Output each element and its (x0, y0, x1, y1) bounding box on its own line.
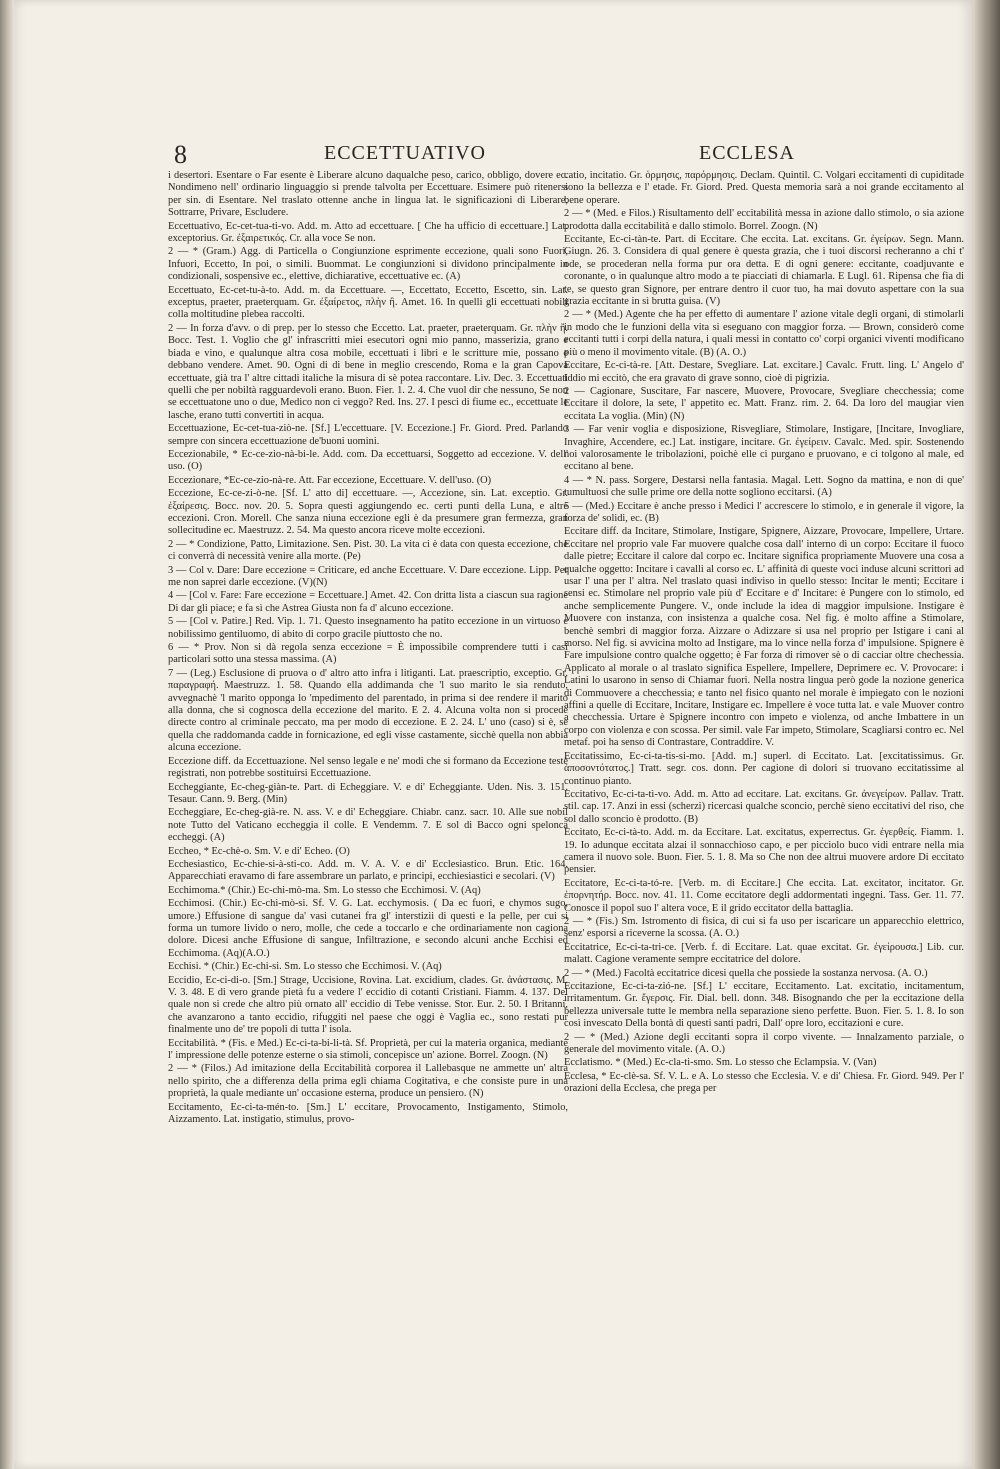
page-number: 8 (174, 140, 187, 169)
dictionary-entry: 5 — (Med.) Eccitare è anche presso i Medici l' accrescere lo stimolo, e in generale il vigore, la forza de' solidi, ec. (B) (564, 500, 964, 524)
dictionary-entry: 2 — * (Med.) Facoltà eccitatrice dicesi quella che possiede la sostanza nervosa. (A. O.) (564, 967, 928, 979)
dictionary-entry: 4 — * N. pass. Sorgere, Destarsi nella fantasia. Magal. Lett. Sogno da mattina, e non di que' tumultuosi che sulle prime ore della notte sogliono eccitarsi. (A) (564, 474, 964, 499)
running-header (174, 140, 834, 170)
dictionary-entry: Ecchimosi. (Chir.) Ec-chi-mò-si. Sf. V. G. Lat. ecchymosis. ( Da ec fuori, e chymos sugo, umore.) Effusione di sangue da' vasi cutanei fra gl' interstizii di questi e la pelle, per cui si forma un tumore livido o nero, molle, che cede a toccarlo e che ordinariamente non cagiona dolore. Dicesi anche Effusione di sangue, Infiltrazione, e secondo alcuni anche Ecchisi ed Ecchimoma. (Aq)(A.O.) (168, 898, 568, 959)
dictionary-entry: Eccitante, Ec-ci-tàn-te. Part. di Eccitare. Che eccita. Lat. excitans. Gr. ἐγείρων. Segn. Mann. Giugn. 26. 3. Considera di qual genere è questa grazia, che i tuoi discorsi recheranno a chi t' ode, se procederan nella forma pur ora detta. E di ogni genere: eccitante, coadjuvante e coronante, o in qualunque altro modo a te piacciati di chiamarla. E Lugl. 61. Ripensa che fia di te, se questo gran Signore, per entrare dentro il cuor tuo, ha mai dovuto aspettare con la sua grazia eccitante in sì brutta guisa. (V) (564, 234, 964, 308)
dictionary-entry: 2 — Cagionare, Suscitare, Far nascere, Muovere, Provocare, Svegliare checchessia; come Eccitare il dolore, la sete, l' appetito ec. Matt. Franz. rim. 2. 64. Da loro del maugiar vien eccitata La voglia. (Min) (N) (564, 385, 964, 422)
dictionary-entry: Ecclesa, * Ec-clè-sa. Sf. V. L. e A. Lo stesso che Ecclesia. V. e di' Chiesa. Fr. Giord. 949. Per l' orazioni della Ecclesa, che prega per (564, 1070, 964, 1095)
dictionary-entry: 6 — * Prov. Non si dà regola senza eccezione = È impossibile comprendere tutti i casi particolari sotto una stessa massima. (A) (168, 642, 568, 666)
dictionary-entry: Eccezione, Ec-ce-zi-ò-ne. [Sf. L' atto di] eccettuare. —, Accezione, sin. Lat. exceptio. Gr. ἐξαίρεσις. Bocc. nov. 20. 5. Sopra questi aggiungendo ec. certi punti della Luna, e altre eccezioni. Cron. Morell. Che sanza niuna eccezione egli è da presumere gran fermezza, gran sollecitudine ec. Maestruzz. 2. 54. Ma questo ancora riceve molte eccezioni. (168, 488, 568, 537)
scan-edge-right (974, 0, 1000, 1469)
dictionary-entry: 2 — * (Filos.) Ad imitazione della Eccitabilità corporea il Lallebasque ne ammette un' altra nello spirito, che a differenza della prima egli chiama Cogitativa, e che consiste pure in una proprietà, la quale mediante un' occasione esterna, produce un pensiero. (N) (168, 1063, 568, 1100)
dictionary-entry: Ecclatismo. * (Med.) Ec-cla-ti-smo. Sm. Lo stesso che Eclampsia. V. (Van) (564, 1057, 877, 1069)
dictionary-entry: Ecchisi. * (Chir.) Ec-chi-si. Sm. Lo stesso che Ecchimosi. V. (Aq) (168, 961, 442, 973)
dictionary-entry: Eccheo, * Ec-chè-o. Sm. V. e di' Echeo. (O) (168, 845, 350, 857)
dictionary-entry: Eccitatissimo, Ec-ci-ta-tis-si-mo. [Add. m.] superl. di Eccitato. Lat. [excitatissimus. Gr. ἀποσοντότατος.] Tratt. segr. cos. donn. Per cagione di dolori si truovano eccitatissime al continuo pianto. (564, 750, 964, 787)
dictionary-entry: 3 — Col v. Dare: Dare eccezione = Criticare, ed anche Eccettuare. V. Dare eccezione. Lipp. Per me non saprei darle eccezione. (V)(N) (168, 564, 568, 588)
dictionary-entry: 2 — * (Med.) Agente che ha per effetto di aumentare l' azione vitale degli organi, di stimolarli in modo che le funzioni della vita si eseguano con maggior forza. — Brown, considerò come eccitanti tutti i corpi della natura, i quali messi in contatto co' corpi organici viventi modificano più o meno il movimento vitale. (B) (A. O.) (564, 309, 964, 358)
dictionary-entry: Eccitare diff. da Incitare, Stimolare, Instigare, Spignere, Aizzare, Provocare, Impellere, Urtare. Eccitare nel proprio vale Far muovere qualche cosa dall' interno di un corpo: Eccitare il fuoco dalle pietre; Eccitare il calore dal corpo ec. Incitare significa propriamente Muovere una cosa a qualche oggetto: Incitare i cavalli al corso ec. L' affinità di queste voci induse alcuni scrittori ad usar l' una per l' altra. Nel traslato quasi indiviso in quello stesso: Incitar le menti; Eccitare i sensi ec. Stimolare nel proprio vale più d' Eccitare e d' Incitare: è Pungere con lo stimolo, ed anche semplicemente Pungere. V., onde include la idea di maggior impulsione. Instigare è Muovere con instanza, con insistenza a qualche cosa. Nel fig. è molto affine a Stimolare, benchè sembri di maggior forza. Aizzare o Adizzare si usa nel proprio per Istigare i cani al morso. Nel fig. si avvicina molto ad Instigare, ma lo vince nella forza d' impulsione. Spignere è Fare impulsione contro qualche oggetto; è Far forza di rimover sè o di cacciar oltre chechessia. Applicato al morale o al traslato significa Espellere, Impellere, Deprimere ec. V. Provocare: i Latini lo usarono in senso di Chiamar fuori. Nella nostra lingua però gode la nozione generica di Commuovere a checchessia; e tanto nel fisico quanto nel morale è impiegato con le nozioni affini a quelle di Eccitare, Incitare, Instigare ec. Impellere è voce tutta lat. e vale Muover contro a checchessia. Urtare è Spignere incontro con impeto e violenza, od anche Imbattere in un corpo con violenza e con scossa. Per simil. vale Far impeto, Stimolare, Scagliarsi contro ec. Nel metaf. poi ha senso di Contrastare, Contraddire. V. (564, 526, 964, 749)
dictionary-entry: Eccettuato, Ec-cet-tu-à-to. Add. m. da Eccettuare. —, Eccettato, Eccetto, Escetto, sin. Lat. exceptus, praeter, praeterquam. Gr. ἐξαίρετος, πλὴν ἢ. Amet. 16. In quelli gli eccettuati nobili colla moltitudine plebea raccolti. (168, 284, 568, 321)
dictionary-entry: Eccettuazione, Ec-cet-tua-ziò-ne. [Sf.] L'eccettuare. [V. Eccezione.] Fr. Giord. Pred. Parlando sempre con sincera eccettuazione de'buoni uomini. (168, 423, 568, 447)
dictionary-entry: Eccitazione, Ec-ci-ta-zió-ne. [Sf.] L' eccitare, Eccitamento. Lat. excitatio, incitamentum, irritamentum. Gr. ἔγερσις. Fir. Dial. bell. donn. 348. Bisognando che per la eccitazione della bellezza universale tutte le membra nella separazione sieno perfette. Buon. Fier. 5. 1. 8. Io son così invescato Della bontà di questi santi padri, Dall' opre loro, eccitazioni e cure. (564, 981, 964, 1030)
dictionary-entry: Eccheggiare, Ec-cheg-già-re. N. ass. V. e di' Echeggiare. Chiabr. canz. sacr. 10. Alle sue nobil note Tutto del Vaticano eccheggia il colle. E Vendemm. 7. E sol di Bacco ogni spelonca eccheggi. (A) (168, 807, 568, 844)
dictionary-entry: 2 — * (Med. e Filos.) Risultamento dell' eccitabilità messa in azione dallo stimolo, o sia azione prodotta dalla eccitabilità e dallo stimolo. Borrel. Zoogn. (N) (564, 208, 964, 232)
dictionary-entry: 5 — [Col v. Patire.] Red. Vip. 1. 71. Questo insegnamento ha patito eccezione in un virtuoso e nobilissimo gentiluomo, di abito di corpo gracile piuttosto che no. (168, 616, 568, 640)
dictionary-entry: 2 — * Condizione, Patto, Limitazione. Sen. Pist. 30. La vita ci è data con questa eccezione, che ci converrà di necessità venire alla morte. (Pe) (168, 538, 568, 563)
right-column (564, 170, 964, 1440)
running-head-right: ECCLESA (699, 142, 795, 164)
scan-edge-left (0, 0, 14, 1469)
dictionary-entry: 2 — * (Fis.) Sm. Istromento di fisica, di cui si fa uso per iscaricare un apparecchio elettrico, senz' esporsi a riceverne la scossa. (A. O.) (564, 915, 964, 940)
dictionary-entry: i desertori. Esentare o Far esente è Liberare alcuno daqualche peso, carico, obbligo, dovere ec. Nondimeno nell' ordinario linguaggio si prende talvolta per Eccettuare. Esimere può ritenersi per sin. di Esentare. Nel traslato ottenne anche in lingua lat. le significazioni di Liberare, Sottrarre, Privare, Escludere. (168, 170, 568, 219)
dictionary-entry: catio, incitatio. Gr. ὁρμησις, παρόρμησις. Declam. Quintil. C. Volgari eccitamenti di cupiditade sono la bellezza e l' etade. Fr. Giord. Pred. Questa memoria sarà a noi grande eccitamento al bene operare. (564, 170, 964, 206)
dictionary-entry: 2 — * (Gram.) Agg. di Particella o Congiunzione esprimente eccezione, quali sono Fuori, Infuori, Eccetto, In poi, o simili. Buommat. Le congiunzioni si dividono principalmente in condizionali, sospensive ec., elettive, dichiarative, eccettuative ec. (A) (168, 246, 568, 283)
dictionary-entry: Eccitare, Ec-ci-tà-re. [Att. Destare, Svegliare. Lat. excitare.] Cavalc. Frutt. ling. L' Angelo d' Iddio mi eccitò, che era gravato di grave sonno, cioè di pigrizia. (564, 360, 964, 384)
dictionary-entry: Eccitabilità. * (Fis. e Med.) Ec-ci-ta-bi-li-tà. Sf. Proprietà, per cui la materia organica, mediante l' impressione delle potenze esterne o sia stimoli, concepisce un' azione. Borrel. Zoogn. (N) (168, 1037, 568, 1062)
dictionary-entry: Eccitatrice, Ec-ci-ta-tri-ce. [Verb. f. di Eccitare. Lat. quae excitat. Gr. ἐγείρουσα.] Lib. cur. malatt. Cagione veramente sempre eccitatrice del dolore. (564, 941, 964, 966)
left-column (168, 170, 568, 1440)
dictionary-entry: 4 — [Col v. Fare: Fare eccezione = Eccettuare.] Amet. 42. Con dritta lista a ciascun sua ragione Di dar gli piace; e fa sì che Astrea Giusta non fa d' alcuno eccezione. (168, 590, 568, 614)
dictionary-entry: 7 — (Leg.) Esclusione di pruova o d' altro atto infra i litiganti. Lat. praescriptio, exceptio. Gr. παραγραφή. Maestruzz. 1. 58. Quando ella addimanda che 'l suo marito le sia renduto, avvegnachè 'l marito opponga lo 'mpedimento del parentado, in prima si dee rendere il marito alla donna, che si cognosca della eccezione del marito. E 2. 4. Alcuna volta non si procede directe contro al criminale peccato, ma per modo di eccezione. E 2. 24. L' uno (caso) si è, se quella che raddomanda cadde in fornicazione, ed egli visse castamente, sicchè quella non abbia alcuna eccezione. (168, 667, 568, 754)
dictionary-entry: Eccitamento, Ec-ci-ta-mén-to. [Sm.] L' eccitare, Provocamento, Instigamento, Stimolo, Aizzamento. Lat. instigatio, stimulus, provo- (168, 1101, 568, 1126)
dictionary-entry: Ecchesiastico, Ec-chie-si-à-sti-co. Add. m. V. A. V. e di' Ecclesiastico. Brun. Etic. 164. Apparecchiati eravamo di fare assembrare un parlato, e principi, ecchiesiastici e secolari. (V) (168, 858, 568, 883)
dictionary-entry: Eccidio, Ec-ci-di-o. [Sm.] Strage, Uccisione, Rovina. Lat. excidium, clades. Gr. ἀνάστασις. M. V. 3. 48. E di vero grande pietà fu a vedere l' eccidio di cotanti Cristiani. Fiamm. 4. 137. Del quale non si crede che altro più ornato all' eccidio di Tebe venisse. Stor. Eur. 2. 50. I Britanni, che avanzarono a tanto eccidio, rifuggiti nel paese che oggi è Vaglia ec., sono restati pur finalmente uno de' tre popoli di tutta l' isola. (168, 974, 568, 1036)
dictionary-entry: Eccitativo, Ec-ci-ta-tì-vo. Add. m. Atto ad eccitare. Lat. excitans. Gr. ἀνεγείρων. Pallav. Tratt. stil. cap. 17. Anzi in essi (scherzi) ricercasi qualche sconcio, perchè sieno eccitativi del riso, che sol dallo sconcio è prodotto. (B) (564, 788, 964, 825)
dictionary-entry: Eccezionare, *Ec-ce-zio-nà-re. Att. Far eccezione, Eccettuare. V. dell'uso. (O) (168, 474, 492, 486)
dictionary-entry: 2 — In forza d'avv. o di prep. per lo stesso che Eccetto. Lat. praeter, praeterquam. Gr. πλὴν ἢ. Bocc. Test. 1. Voglio che gl' infrascritti miei esecutori ogni mio panno, masserizia, grano e biada e vino, e qualunque altra cosa mobile, eccettuati i libri e le scritture mie, possano e debbano vendere. Amet. 90. Ogni di di bene in meglio crescendo, Roma e la gran Capova eccettuate, già tra l' altre cittadi italiche la misura di sè potea raccontare. Liv. Dec. 3. Eccettuati quelli che per nobiltà ragguardevoli erano. Buon. Fier. 1. 2. 4. Che vuol dir che nessuno, Se non se eccettuatone uno o due, Medico non ci veggo? Red. Ins. 27. I pesci di fiume ec., eccettuate le lasche, erano tutti convertiti in acqua. (168, 322, 568, 421)
running-head-left: ECCETTUATIVO (324, 142, 486, 164)
dictionary-entry: Eccettuativo, Ec-cet-tua-ti-vo. Add. m. Atto ad eccettuare. [ Che ha ufficio di eccettuare.] Lat. exceptorius. Gr. ἐξαιρετικός. Cr. alla voce Se non. (168, 220, 568, 245)
dictionary-entry: Ecchimoma.* (Chir.) Ec-chi-mò-ma. Sm. Lo stesso che Ecchimosi. V. (Aq) (168, 884, 481, 896)
dictionary-entry: Eccitatore, Ec-ci-ta-tó-re. [Verb. m. di Eccitare.] Che eccita. Lat. excitator, incitator. Gr. ἐπορνητήρ. Bocc. nov. 41. 11. Come eccitatore degli addormentati ingegni. Tass. Ger. 11. 77. Conosce il popol suo l' altera voce, E il grido eccitator della battaglia. (564, 877, 964, 914)
dictionary-entry: Eccezione diff. da Eccettuazione. Nel senso legale e ne' modi che si formano da Eccezione testè registrati, non potrebbe sostituirsi Eccettuazione. (168, 755, 568, 780)
dictionary-entry: 3 — Far venir voglia e disposizione, Risvegliare, Stimolare, Instigare, [Incitare, Invogliare, Invaghire, Accendere, ec.] Lat. instigare, incitare. Gr. ἐγείρειν. Cavalc. Med. spir. Sostenendo noi valorosamente le tribolazioni, poichè elle ci purgano e pruovano, e ci tolgono al male, ed eccitano al bene. (564, 424, 964, 473)
dictionary-entry: Eccitato, Ec-ci-tà-to. Add. m. da Eccitare. Lat. excitatus, experrectus. Gr. ἐγερθείς. Fiamm. 1. 19. Io adunque eccitata alzai il sonnacchioso capo, e per picciolo buco vidi entrare nella mia camera il nuovo sole. Buon. Fier. 5. 1. 8. Ma so Che non dee altrui muovere ardore Di eccitato pensier. (564, 827, 964, 876)
dictionary-entry: Eccezionabile, * Ec-ce-zio-nà-bi-le. Add. com. Da eccettuarsi, Soggetto ad eccezione. V. dell' uso. (O) (168, 448, 568, 473)
dictionary-entry: Eccheggiante, Ec-cheg-giàn-te. Part. di Echeggiare. V. e di' Echeggiante. Uden. Nis. 3. 151. Tesaur. Cann. 9. Berg. (Min) (168, 781, 568, 805)
dictionary-entry: 2 — * (Med.) Azione degli eccitanti sopra il corpo vivente. — Innalzamento parziale, o generale del movimento vitale. (A. O.) (564, 1031, 964, 1056)
